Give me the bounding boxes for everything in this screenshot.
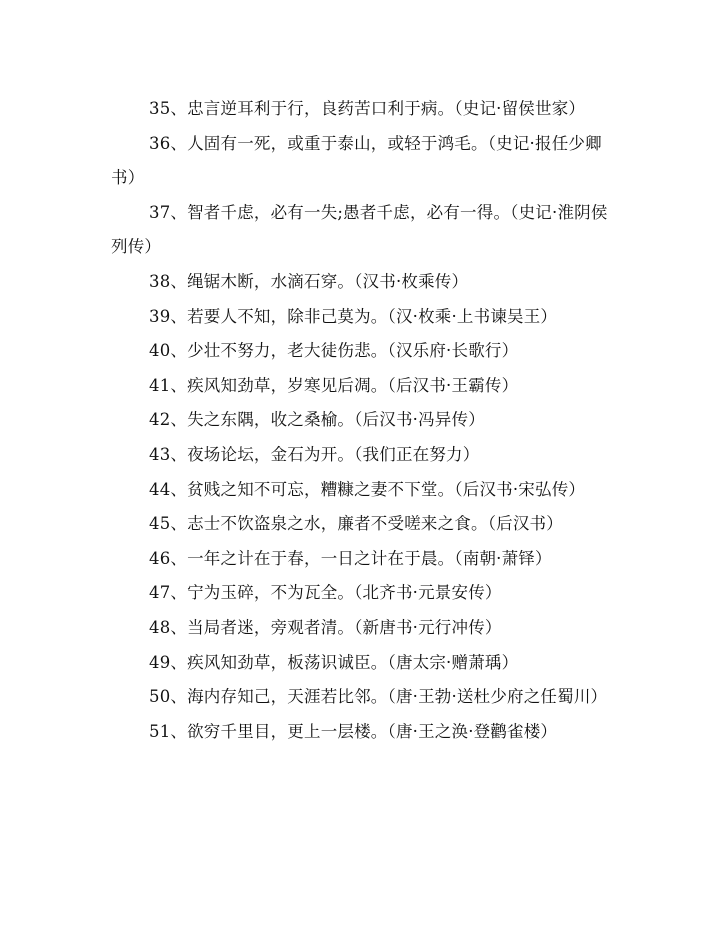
quote-list: [111, 92, 615, 749]
quote-entry-39: 39、若要人不知，除非己莫为。（汉·枚乘·上书谏吴王）: [149, 306, 558, 326]
quote-entry-46: 46、一年之计在于春，一日之计在于晨。（南朝·萧铎）: [149, 548, 552, 568]
quote-entry-38: 38、绳锯木断，水滴石穿。（汉书·枚乘传）: [149, 271, 469, 291]
quote-entry-37: 37、智者千虑，必有一失;愚者千虑，必有一得。（史记·淮阴侯列传）: [111, 202, 608, 257]
quote-entry-41: 41、疾风知劲草，岁寒见后凋。（后汉书·王霸传）: [149, 375, 519, 395]
quote-entry-48: 48、当局者迷，旁观者清。（新唐书·元行冲传）: [149, 617, 502, 637]
quote-entry-51: 51、欲穷千里目，更上一层楼。（唐·王之涣·登鹳雀楼）: [149, 721, 558, 741]
quote-entry-47: 47、宁为玉碎，不为瓦全。（北齐书·元景安传）: [149, 583, 502, 603]
quote-entry-49: 49、疾风知劲草，板荡识诚臣。（唐太宗·赠萧瑀）: [149, 652, 519, 672]
quote-entry-35: 35、忠言逆耳利于行，良药苦口利于病。（史记·留侯世家）: [149, 99, 586, 118]
quote-entry-36: 36、人固有一死，或重于泰山，或轻于鸿毛。（史记·报任少卿书）: [111, 133, 602, 188]
quote-entry-40: 40、少壮不努力，老大徒伤悲。（汉乐府·长歌行）: [149, 341, 519, 361]
quote-entry-50: 50、海内存知己，天涯若比邻。（唐·王勃·送杜少府之任蜀川）: [149, 687, 608, 707]
quote-entry-45: 45、志士不饮盗泉之水，廉者不受嗟来之食。（后汉书）: [149, 514, 563, 534]
quote-entry-44: 44、贫贱之知不可忘，糟糠之妻不下堂。（后汉书·宋弘传）: [149, 479, 586, 499]
quote-entry-42: 42、失之东隅，收之桑榆。（后汉书·冯异传）: [149, 410, 485, 430]
quote-entry-43: 43、夜场论坛，金石为开。（我们正在努力）: [149, 444, 480, 464]
